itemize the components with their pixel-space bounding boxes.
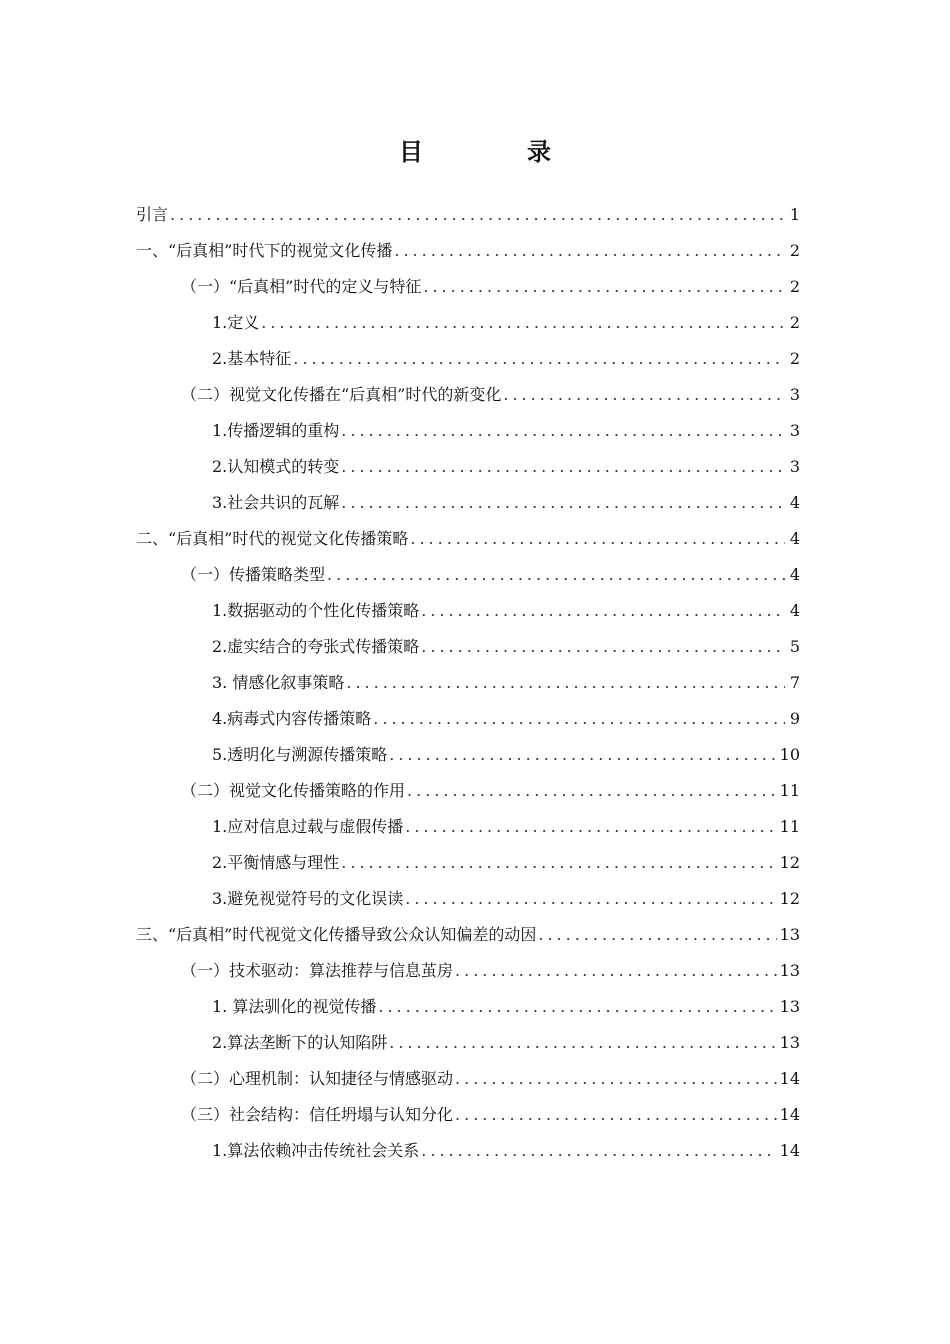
toc-entry[interactable] [0, 917, 950, 953]
toc-entry-text: 4.病毒式内容传播策略 [212, 709, 372, 728]
toc-entry-text: 2.基本特征 [212, 349, 292, 368]
toc-page-number: 4 [789, 493, 800, 512]
toc-dot-leader [341, 493, 785, 513]
toc-page-number: 1 [789, 205, 800, 224]
toc-page-number: 14 [779, 1069, 800, 1088]
toc-page-number: 4 [789, 565, 800, 584]
toc-entry[interactable] [0, 557, 950, 593]
toc-page-number: 13 [779, 997, 800, 1016]
toc-entry[interactable] [0, 341, 950, 377]
toc-dot-leader [373, 709, 785, 729]
toc-page-number: 4 [789, 601, 800, 620]
toc-entry[interactable] [0, 1133, 950, 1169]
toc-dot-leader [389, 1033, 776, 1053]
table-of-contents [0, 197, 950, 1169]
toc-entry[interactable] [0, 881, 950, 917]
toc-dot-leader [405, 817, 776, 837]
toc-dot-leader [389, 745, 776, 765]
toc-entry-text: （三）社会结构：信任坍塌与认知分化 [181, 1105, 454, 1124]
toc-entry-text: （一）传播策略类型 [181, 565, 326, 584]
toc-entry[interactable] [0, 1061, 950, 1097]
toc-entry-text: 一、“后真相”时代下的视觉文化传播 [136, 241, 393, 260]
toc-entry[interactable] [0, 449, 950, 485]
toc-entry[interactable] [0, 989, 950, 1025]
toc-dot-leader [455, 1105, 777, 1125]
toc-dot-leader [455, 961, 777, 981]
toc-dot-leader [421, 601, 785, 621]
toc-page-number: 4 [789, 529, 800, 548]
toc-page-number: 11 [779, 781, 800, 800]
toc-entry-text: （一）“后真相”时代的定义与特征 [181, 277, 422, 296]
toc-dot-leader [341, 457, 785, 477]
toc-page-number: 2 [789, 349, 800, 368]
toc-page-number: 3 [789, 457, 800, 476]
toc-entry-text: （二）视觉文化传播在“后真相”时代的新变化 [181, 385, 502, 404]
toc-dot-leader [407, 781, 777, 801]
toc-entry-text: 2.算法垄断下的认知陷阱 [212, 1033, 388, 1052]
toc-entry[interactable] [0, 1097, 950, 1133]
toc-entry[interactable] [0, 521, 950, 557]
toc-page-number: 3 [789, 385, 800, 404]
toc-entry-text: （二）视觉文化传播策略的作用 [181, 781, 406, 800]
toc-entry[interactable] [0, 485, 950, 521]
toc-entry[interactable] [0, 593, 950, 629]
toc-entry[interactable] [0, 809, 950, 845]
toc-dot-leader [327, 565, 785, 585]
toc-dot-leader [423, 277, 785, 297]
toc-entry[interactable] [0, 269, 950, 305]
toc-dot-leader [455, 1069, 777, 1089]
toc-dot-leader [170, 205, 785, 225]
toc-dot-leader [503, 385, 785, 405]
toc-entry-text: 5.透明化与溯源传播策略 [212, 745, 388, 764]
toc-page-number: 10 [779, 745, 800, 764]
toc-entry-text: 1.传播逻辑的重构 [212, 421, 340, 440]
toc-dot-leader [346, 673, 785, 693]
toc-entry-text: 1.应对信息过载与虚假传播 [212, 817, 404, 836]
toc-entry[interactable] [0, 233, 950, 269]
toc-entry-text: 2.平衡情感与理性 [212, 853, 340, 872]
toc-page-number: 9 [789, 709, 800, 728]
toc-entry[interactable] [0, 413, 950, 449]
toc-page-number: 3 [789, 421, 800, 440]
toc-entry-text: （二）心理机制：认知捷径与情感驱动 [181, 1069, 454, 1088]
toc-dot-leader [261, 313, 785, 333]
toc-page-number: 12 [779, 853, 800, 872]
toc-entry[interactable] [0, 305, 950, 341]
toc-entry-text: 三、“后真相”时代视觉文化传播导致公众认知偏差的动因 [136, 925, 537, 944]
toc-page-number: 13 [779, 1033, 800, 1052]
toc-entry[interactable] [0, 845, 950, 881]
toc-dot-leader [538, 925, 776, 945]
toc-dot-leader [341, 421, 785, 441]
toc-page-number: 5 [789, 637, 800, 656]
toc-dot-leader [341, 853, 776, 873]
toc-entry[interactable] [0, 1025, 950, 1061]
toc-entry-text: 1.数据驱动的个性化传播策略 [212, 601, 420, 620]
toc-entry-text: 引言 [136, 205, 169, 224]
toc-dot-leader [394, 241, 785, 261]
toc-entry[interactable] [0, 953, 950, 989]
toc-entry[interactable] [0, 665, 950, 701]
toc-page-number: 2 [789, 277, 800, 296]
toc-page-number: 14 [779, 1141, 800, 1160]
toc-page-number: 13 [779, 961, 800, 980]
toc-entry[interactable] [0, 737, 950, 773]
toc-entry-text: 3.社会共识的瓦解 [212, 493, 340, 512]
toc-dot-leader [421, 637, 785, 657]
toc-dot-leader [410, 529, 785, 549]
toc-dot-leader [421, 1141, 776, 1161]
toc-entry[interactable] [0, 377, 950, 413]
toc-dot-leader [293, 349, 785, 369]
toc-entry-text: 2.认知模式的转变 [212, 457, 340, 476]
toc-entry-text: （一）技术驱动：算法推荐与信息茧房 [181, 961, 454, 980]
toc-entry[interactable] [0, 197, 950, 233]
toc-entry[interactable] [0, 773, 950, 809]
toc-page-number: 14 [779, 1105, 800, 1124]
toc-page-number: 2 [789, 241, 800, 260]
toc-entry-text: 1. 算法驯化的视觉传播 [212, 997, 377, 1016]
toc-title: 目 录 [399, 138, 591, 166]
toc-dot-leader [378, 997, 776, 1017]
toc-page-number: 13 [779, 925, 800, 944]
toc-dot-leader [405, 889, 776, 909]
toc-page-number: 7 [789, 673, 800, 692]
toc-entry[interactable] [0, 701, 950, 737]
toc-entry-text: 二、“后真相”时代的视觉文化传播策略 [136, 529, 409, 548]
toc-entry-text: 1.算法依赖冲击传统社会关系 [212, 1141, 420, 1160]
toc-entry[interactable] [0, 629, 950, 665]
toc-entry-text: 3. 情感化叙事策略 [212, 673, 345, 692]
toc-entry-text: 1.定义 [212, 313, 260, 332]
toc-page-number: 11 [779, 817, 800, 836]
toc-entry-text: 3.避免视觉符号的文化误读 [212, 889, 404, 908]
toc-page-number: 2 [789, 313, 800, 332]
toc-entry-text: 2.虚实结合的夸张式传播策略 [212, 637, 420, 656]
toc-page-number: 12 [779, 889, 800, 908]
